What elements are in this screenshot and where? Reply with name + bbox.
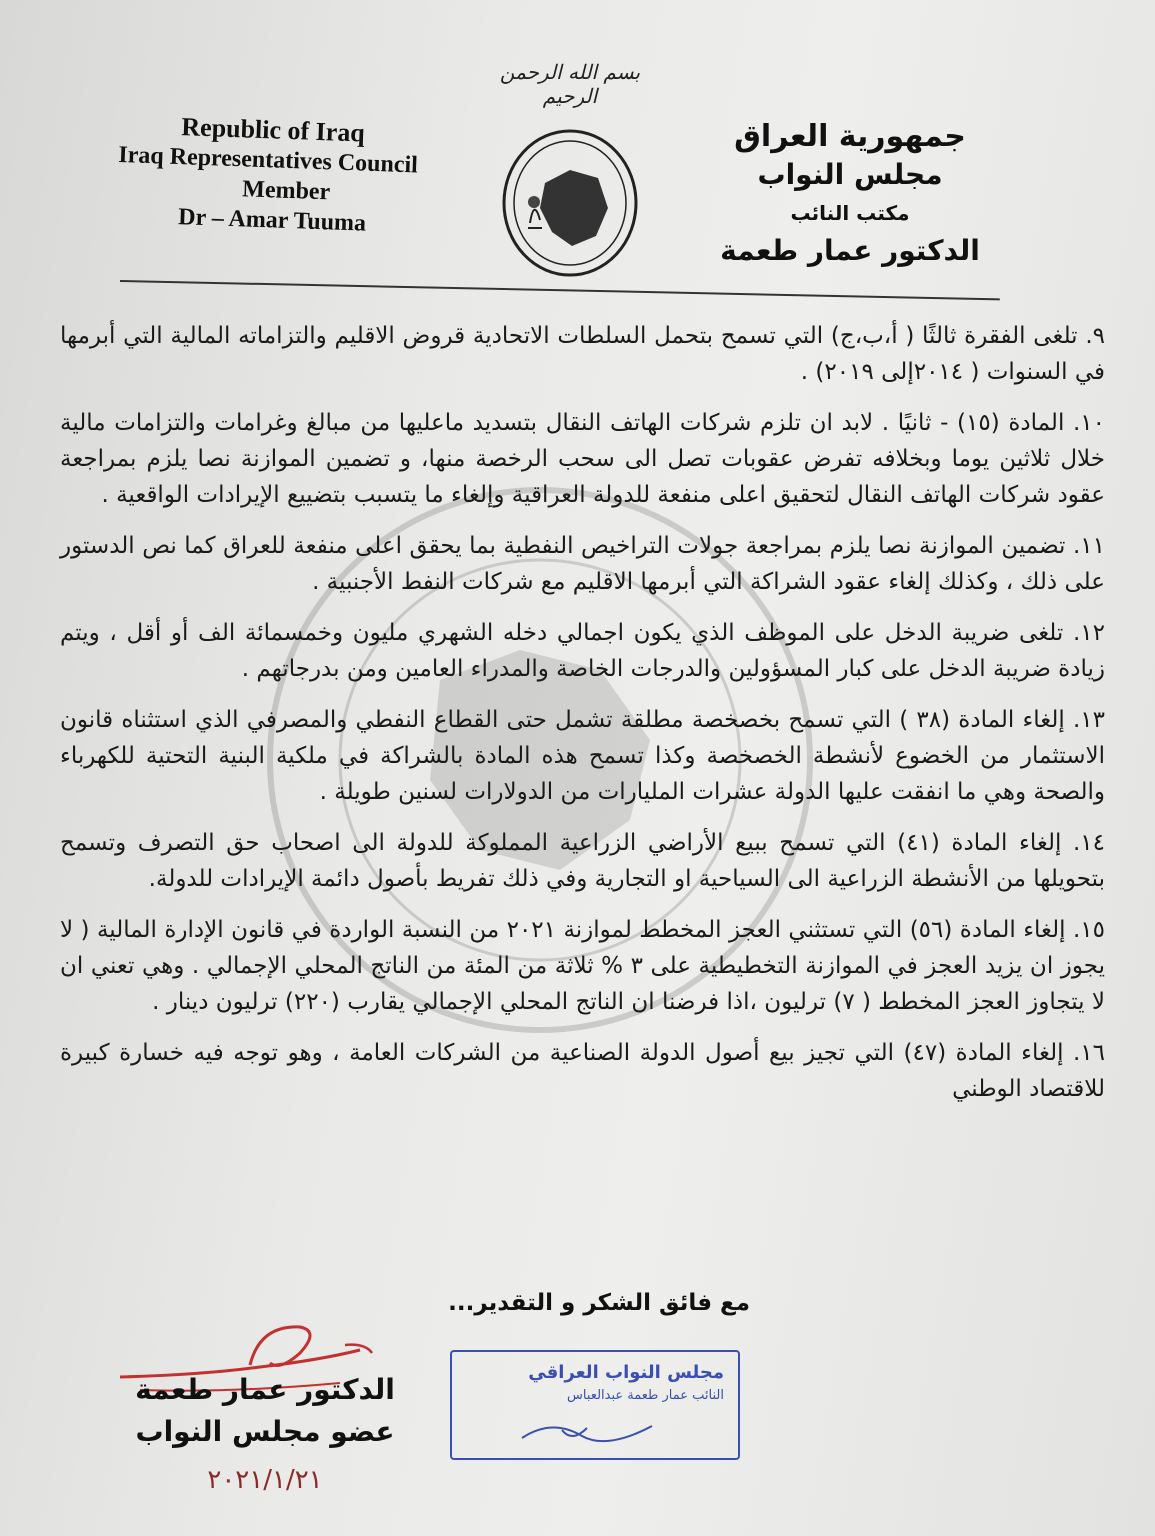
letter-body: [60, 318, 1105, 1122]
paragraph-12: ١٢. تلغى ضريبة الدخل على الموظف الذي يكون اجمالي دخله الشهري مليون وخمسمائة الف أو أقل ، ويتم زيادة ضريبة الدخل على كبار المسؤولين والدرجات الخاصة والمدراء العامين ومن بدرجاتهم .: [60, 620, 1105, 682]
paragraph-10: ١٠. المادة (١٥) - ثانيًا . لابد ان تلزم شركات الهاتف النقال بتسديد ماعليها من مبالغ وغرامات والتزامات مالية خلال ثلاثين يوما وبخلافه تفرض عقوبات تصل الى سحب الرخصة منها، و تضمين الموازنة نصا يلزم بمراجعة عقود شركات الهاتف النقال لتحقيق اعلى منفعة للدولة العراقية وإلغاء ما يتسبب بتضييع الإيرادات الواقعية .: [60, 410, 1105, 508]
signatory-name: الدكتور عمار طعمة: [135, 1373, 395, 1406]
paragraph-13: ١٣. إلغاء المادة (٣٨ ) التي تسمح بخصخصة مطلقة تشمل حتى القطاع النفطي والمصرفي الذي استثناه قانون الاستثمار من الخضوع لأنشطة الخصخصة وكذا تسمح هذه المادة بالشراكة في ملكية البنية التحتية للكهرباء والصحة وهي ما انفقت عليها الدولة عشرات المليارات من الدولارات لسنين طويلة .: [60, 707, 1106, 805]
arabic-header-line-3: مكتب النائب: [790, 201, 910, 225]
stamp-line-1: مجلس النواب العراقي: [528, 1362, 724, 1383]
signature-date: ٢٠٢١/١/٢١: [207, 1465, 323, 1495]
english-header-line-3: Member: [241, 176, 331, 206]
basmala: بسم الله الرحمن الرحيم: [499, 60, 641, 108]
signature-block: [110, 1370, 420, 1500]
signatory-title: عضو مجلس النواب: [135, 1415, 395, 1448]
paragraph-9: ٩. تلغى الفقرة ثالثًا ( أ،ب،ج) التي تسمح بتحمل السلطات الاتحادية قروض الاقليم والتزاماته المالية التي أبرمها في السنوات ( ٢٠١٤إلى ٢٠١٩) .: [60, 323, 1105, 385]
paragraph-14: ١٤. إلغاء المادة (٤١) التي تسمح ببيع الأراضي الزراعية المملوكة للدولة الى اصحاب حق التصرف وتسمح بتحويلها من الأنشطة الزراعية الى السياحية او التجارية وفي ذلك تفريط بأصول دائمة الإيرادات للدولة.: [60, 830, 1105, 892]
official-stamp: [450, 1350, 740, 1460]
stamp-line-2: النائب عمار طعمة عبدالعباس: [567, 1388, 724, 1403]
arabic-letterhead: [700, 118, 1000, 270]
english-header-line-1: Republic of Iraq: [180, 112, 366, 148]
paragraph-15: ١٥. إلغاء المادة (٥٦) التي تستثني العجز المخطط لموازنة ٢٠٢١ من النسبة الواردة في قانون الإدارة المالية ( لا يجوز ان يزيد العجز في الموازنة التخطيطية على ٣ % ثلاثة من المئة من الناتج المحلي الإجمالي . وهي تعني ان لا يتجاوز العجز المخطط ( ٧) ترليون ،اذا فرضنا ان الناتج المحلي الإجمالي يقارب (٢٢٠) ترليون دينار .: [60, 917, 1105, 1015]
arabic-header-line-1: جمهورية العراق: [734, 119, 966, 154]
closing-salutation: مع فائق الشكر و التقدير...: [448, 1290, 750, 1316]
arabic-header-line-2: مجلس النواب: [757, 158, 943, 191]
english-header-line-4: Dr – Amar Tuuma: [177, 204, 367, 237]
arabic-header-line-4: الدكتور عمار طعمة: [720, 234, 980, 267]
english-header-line-2: Iraq Representatives Council: [117, 141, 419, 179]
stamp-signature-icon: [512, 1408, 662, 1453]
paragraph-11: ١١. تضمين الموازنة نصا يلزم بمراجعة جولات التراخيص النفطية بما يحقق اعلى منفعة للعراق كما نص الدستور على ذلك ، وكذلك إلغاء عقود الشراكة التي أبرمها الاقليم مع شركات النفط الأجنبية .: [60, 533, 1105, 595]
paragraph-16: ١٦. إلغاء المادة (٤٧) التي تجيز بيع أصول الدولة الصناعية من الشركات العامة ، وهو توجه فيه خسارة كبيرة للاقتصاد الوطني: [60, 1040, 1106, 1102]
iraq-map-emblem-icon: [500, 128, 640, 278]
english-letterhead: [116, 110, 500, 243]
header-divider: [120, 280, 1000, 300]
